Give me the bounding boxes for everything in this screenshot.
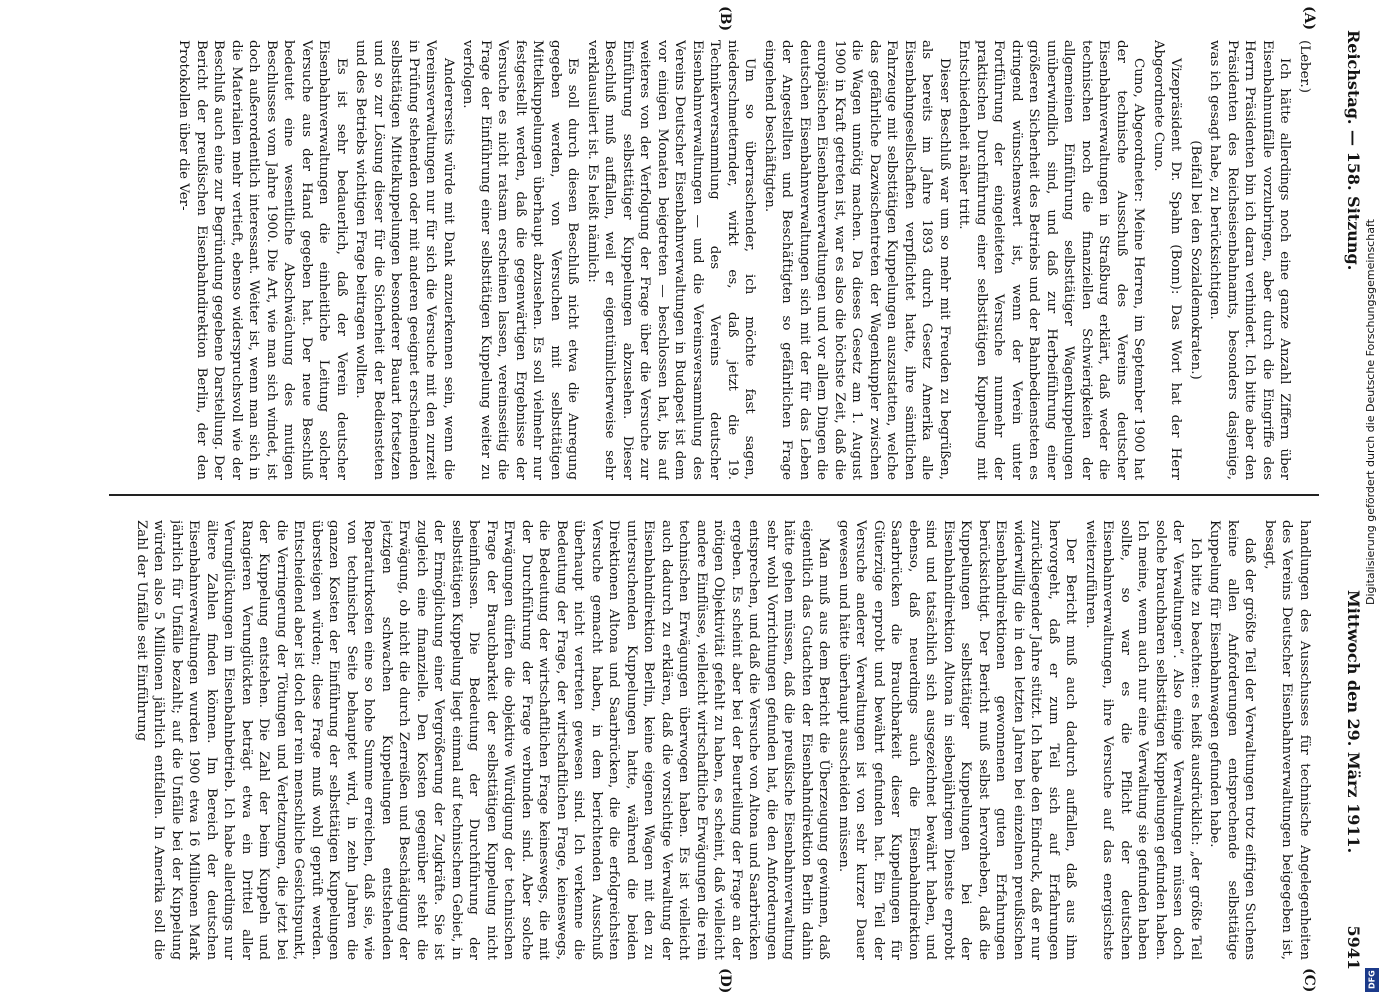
paragraph: Dieser Beschluß war um so mehr mit Freuden zu begrüßen, als bereits im Jahre 1893 durch Gesetz Amerika alle Eisenbahngesellschaften verpflichtet hatte, ihre sämtlichen Fahrzeuge mit selbsttätigen Kuppelungen auszustatten, welche das gefährliche Dazwischentreten der Wagenkuppler zwischen die Wagen unnötig machen. Da dieses Gesetz am 1. August 1900 in Kraft getreten ist, war es also die höchste Zeit, daß die europäischen Eisenbahnverwaltungen und vor allem Dingen die deutschen Eisenbahnverwaltungen sich mit der für das Leben der Angestellten und Beschäftigten so gefährlichen Frage eingehend beschäftigten.: [762, 40, 952, 480]
paragraph: Es ist sehr bedauerlich, daß der Verein deutscher Eisenbahnverwaltungen die einheitliche Leitung solcher Versuche aus der Hand gegeben hat. Der neue Beschluß bedeutet eine wesentliche Abschwächung des mutigen Beschlusses vom Jahre 1900. Die Art, wie man sich windet, ist doch außerordentlich interessant. Weiter ist, wenn man sich in die Materialien mehr vertieft, ebenso widerspruchsvoll wie der Beschluß auch eine zur Begründung gegebene Darstellung. Der Bericht der preußischen Eisenbahndirektion Berlin, der den Protokollen über die Ver-: [176, 40, 349, 480]
margin-marker-c: (C): [1301, 968, 1317, 993]
page-number: 5941: [1344, 925, 1363, 970]
paragraph: handlungen des Ausschusses für technische Angelegenheiten des Vereins Deutscher Eisenbahnverwaltungen beigegeben ist, besagt,: [1262, 520, 1312, 960]
header-date: Mittwoch den 29. März 1911.: [1344, 590, 1363, 854]
right-text-column: [113, 520, 1313, 960]
paragraph: Der Bericht muß auch dadurch auffallen, daß aus ihm hervorgeht, daß er zum Teil sich auf Erfahrungen zurückliegender Jahre stützt. Ich habe den Eindruck, daß er nur widerwillig die in den letzten Jahren bei einzelnen preußischen Eisenbahndirektionen gewonnenen guten Erfahrungen berücksichtigt. Der Bericht muß selbst hervorheben, daß die Kuppelungen selbsttätiger Kuppelungen bei der Eisenbahndirektion Altona in siebenjährigem Dienste erprobt sind und tatsächlich sich ausgezeichnet bewährt haben, und ebenso, daß neuerdings auch die Eisenbahndirektion Saarbrücken die Brauchbarkeit dieser Kuppelungen für Güterzüge erprobt und bewährt gefunden hat. Ein Teil der Versuche anderer Verwaltungen ist von sehr kurzer Dauer gewesen und hätte überhaupt ausscheiden müssen.: [836, 520, 1079, 960]
paragraph: Um so überraschender, ich möchte fast sagen, niederschmetternder, wirkt es, daß jetzt die 19. Technikerversammlung des Vereins deutscher Eisenbahnverwaltungen — und die Vereinsversammlung des Vereins Deutscher Eisenbahnverwaltungen in Budapest ist dem vor einigen Monaten beigetreten — beschlossen hat, bis auf weiteres von der Verfolgung der Frage über die Versuche zur Einführung selbsttätiger Kuppelungen abzusehen. Dieser Beschluß muß auffallen, weil er eigentümlicherweise sehr verklausuliert ist. Es heißt nämlich:: [585, 40, 758, 480]
left-text-column: [113, 40, 1313, 480]
rotated-document-page: [53, 0, 1383, 1000]
margin-marker-a: (A): [1301, 6, 1317, 31]
paragraph: (Leber.): [1297, 40, 1312, 93]
margin-marker-b: (B): [717, 6, 733, 32]
digitization-credit: Digitalisierung gefördert durch die Deutsche Forschungsgemeinschaft: [1364, 219, 1377, 605]
header-session: Reichstag. — 158. Sitzung.: [1344, 30, 1363, 271]
paragraph: (Beifall bei den Sozialdemokraten.): [1188, 140, 1203, 380]
margin-marker-d: (D): [717, 968, 733, 994]
paragraph: daß der größte Teil der Verwaltungen trotz eifrigen Suchens keine allen Anforderungen entsprechende selbsttätige Kuppelung für Eisenbahnwagen gefunden habe.: [1207, 520, 1258, 960]
paragraph: Ich hätte allerdings noch eine ganze Anzahl Ziffern über Eisenbahnunfälle vorzubringen, aber durch die Eingriffe des Herrn Präsidenten bin ich daran verhindert. Ich bitte aber den Präsidenten des Reichseisenbahnamts, besonders dasjenige, was ich gesagt habe, zu berücksichtigen.: [1207, 40, 1293, 480]
paragraph: Andererseits würde mit Dank anzuerkennen sein, wenn die Vereinsverwaltungen nur für sich die Versuche mit den zurzeit in Prüfung stehenden oder mit anderen geeignet erscheinenden selbsttätigen Mittelkuppelungen besonderer Bauart fortsetzen und so zur Lösung dieser für die Sicherheit der Bediensteten und des Betriebs wichtigen Frage beitragen wollten.: [353, 40, 456, 480]
paragraph: Cuno, Abgeordneter: Meine Herren, im September 1900 hat der technische Ausschuß des Vereins deutscher Eisenbahnverwaltungen in Straßburg erklärt, daß weder die technischen noch die finanziellen Schwierigkeiten der allgemeinen Einführung selbsttätiger Wagenkuppelungen unüberwindlich sind, und daß zur Herbeiführung einer größeren Sicherheit des Betriebs und der Bahnbediensteten es dringend wünschenswert ist, wenn der Verein unter Fortführung der eingeleiteten Versuche nunmehr der praktischen Durchführung einer selbsttätigen Kuppelung mit Entschiedenheit näher tritt.: [956, 40, 1147, 480]
paragraph: Man muß aus dem Bericht die Überzeugung gewinnen, daß eigentlich das Gutachten der Eisenbahndirektion Berlin dahin hätte gehen müssen, daß die preußische Eisenbahnverwaltung sehr wohl Vorrichtungen gefunden hat, die den Anforderungen entsprechen, und daß die Versuche von Altona und Saarbrücken ergeben. Es scheint aber bei der Beurteilung der Frage an der nötigen Objektivität gefehlt zu haben, es scheint, daß vielleicht andere Einflüsse, vielleicht wirtschaftliche Erwägungen die rein technischen Erwägungen überwogen haben. Es ist vielleicht auch dadurch zu erklären, daß die vorsichtige Verwaltung der Eisenbahndirektion Berlin, keine eigenen Wagen mit den zu untersuchenden Kuppelungen hatte, während die beiden Direktionen Altona und Saarbrücken, die die erfolgreichsten Versuche gemacht haben, in dem berichtenden Ausschuß überhaupt nicht vertreten gewesen sind. Ich verkenne die Bedeutung der Frage, der wirtschaftlichen Frage, keineswegs, die Bedeutung der wirtschaftlichen Frage keineswegs, die mit der Durchführung der Frage verbunden sind. Aber solche Erwägungen dürfen die objektive Würdigung der technischen Frage der Brauchbarkeit der selbsttätigen Kuppelung nicht beeinflussen. Die Bedeutung der Durchführung der selbsttätigen Kuppelung liegt einmal auf technischem Gebiet, in der Ermöglichung einer Vergrößerung der Zugkräfte. Sie ist zugleich eine finanzielle. Den Kosten gegenüber steht die Erwägung, ob nicht die durch Zerreißen und Beschädigung der jetzigen schwachen Kuppelungen entstehenden Reparaturkosten eine so hohe Summe erreichen, daß sie, wie von technischer Seite behauptet wird, in zehn Jahren die ganzen Kosten der Einführung der selbsttätigen Kuppelungen übersteigen würden; diese Frage muß wohl geprüft werden. Entscheidend aber ist doch der rein menschliche Gesichtspunkt, die Verringerung der Tötungen und Verletzungen, die jetzt bei der Kuppelung entstehen. Die Zahl der beim Kuppeln und Rangieren Verunglückten beträgt etwa ein Drittel aller Verunglückungen im Eisenbahnbetrieb. Ich habe allerdings nur ältere Zahlen finden können. Im Bereich der deutschen Eisenbahnverwaltungen wurden 1900 etwa 16 Millionen Mark jährlich für Unfälle bezahlt; auf die Unfälle bei der Kuppelung würden also 5 Millionen jährlich entfallen. In Amerika soll die Zahl der Unfälle seit Einführung: [134, 520, 832, 960]
paragraph: Ich bitte zu beachten: es heißt ausdrücklich: „der größte Teil der Verwaltungen“. Also einige Verwaltungen müssen doch solche brauchbaren selbsttätigen Kuppelungen gefunden haben. Ich meine, wenn auch nur eine Verwaltung sie gefunden haben sollte, so war es die Pflicht der deutschen Eisenbahnverwaltungen, ihre Versuche auf das energischste weiterzuführen.: [1083, 520, 1203, 960]
paragraph: Es soll durch diesen Beschluß nicht etwa die Anregung gegeben werden, von Versuchen mit selbsttätigen Mittelkuppelungen überhaupt abzusehen. Es soll vielmehr nur festgestellt werden, daß die gegenwärtigen Ergebnisse der Versuche es nicht ratsam erscheinen lassen, vereinsseitig die Frage der Einführung einer selbsttätigen Kuppelung weiter zu verfolgen.: [460, 40, 581, 480]
paragraph: Vizepräsident Dr. Spahn (Bonn): Das Wort hat der Herr Abgeordnete Cuno.: [1151, 40, 1184, 480]
dfg-logo: DFG: [1365, 968, 1379, 992]
page-header: [1337, 30, 1363, 970]
column-divider: [109, 494, 1319, 496]
